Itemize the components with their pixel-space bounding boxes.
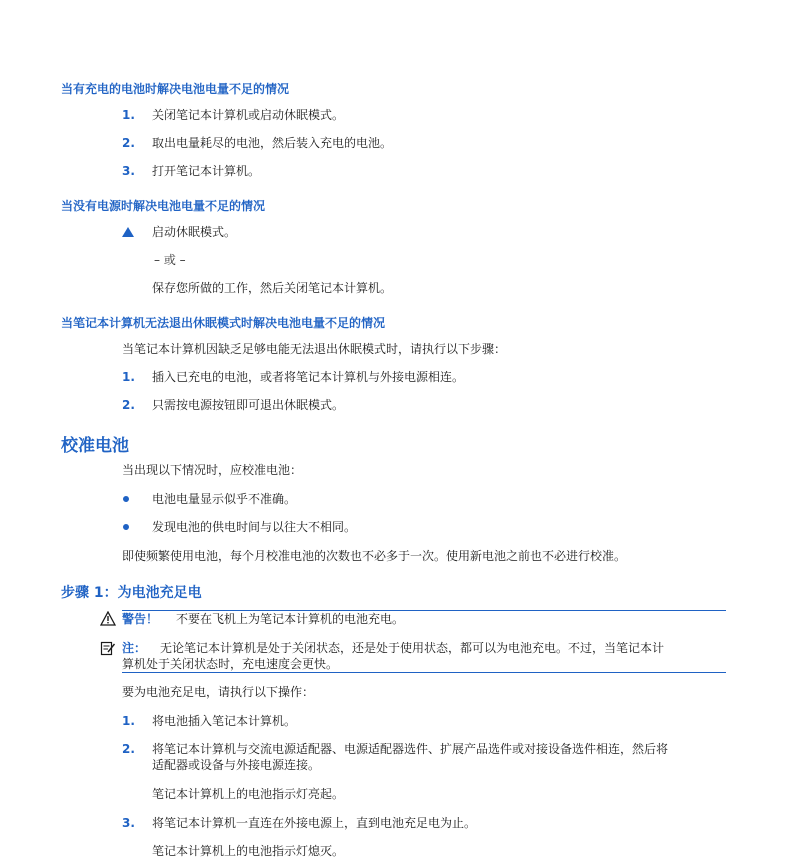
document-page: 当有充电的电池时解决电池电量不足的情况 1. 关闭笔记本计算机或启动休眠模式。 2. 取出电量耗尽的电池，然后装入充电的电池。 3. 打开笔记本计算机。 当没有电源时解决电池电量不足的情况 启动休眠模式。 – 或 – 保存您所做的工作，然后关闭笔记本计算机。 当笔记本计算机无法退出休眠模式时解决电池电量不足的情况 当笔记本计算机因缺乏足够电能无法退出休眠模式时，请执行以下步骤： 1. 插入已充电的电池，或者将笔记本计算机与外接电源相连。 2. 只需按电源按钮即可退出休眠模式。 校准电池 当出现以下情况时，应校准电池： 电池电量显示似乎不准确。 发现电池的供电时间与以往大不相同。 即使频繁使用电池，每个月校准电池的次数也不必多于一次。使用新电池之前也不必进行校准。 步骤 1：为电池充足电 警告！ 不要在飞机上为笔记本计算机的电池充电。 注： 无论笔记本计算机是处于关闭状态，还是处于使用状态，都可以为电池充电。不过，当笔记本计 算机处于关闭状态时，充电速度会更快。 要为电池充足电，请执行以下操作： 1. 将电池插入笔记本计算机。 2. 将笔记本计算机与交流电源适配器、电源适配器选件、扩展产品选件或对接设备选件相连，然后将 适配器或设备与外接电源连接。 笔记本计算机上的电池指示灯亮起。 3. 将笔记本计算机一直连在外接电源上，直到电池充足电为止。 笔记本计算机上的电池指示灯熄灭。	[0, 0, 800, 852]
step-text: 关闭笔记本计算机或启动休眠模式。	[152, 108, 345, 122]
section-heading-low-no-power: 当没有电源时解决电池电量不足的情况	[61, 199, 266, 213]
warning-icon	[100, 611, 116, 630]
warning-text: 不要在飞机上为笔记本计算机的电池充电。	[176, 612, 405, 626]
note-text-line1: 无论笔记本计算机是处于关闭状态，还是处于使用状态，都可以为电池充电。不过，当笔记本计	[160, 641, 665, 655]
bullet-icon	[123, 524, 129, 530]
step-text: 打开笔记本计算机。	[152, 164, 261, 178]
step-title: 步骤 1：为电池充足电	[61, 585, 202, 601]
step-number: 2.	[122, 398, 135, 412]
note-box	[100, 640, 726, 676]
note-text-line2: 算机处于关闭状态时，充电速度会更快。	[122, 657, 339, 671]
warning-label: 警告！	[122, 612, 159, 626]
step-number: 2.	[122, 742, 135, 756]
note-rule	[122, 672, 726, 673]
step-number: 1.	[122, 370, 135, 384]
step-text: 插入已充电的电池，或者将笔记本计算机与外接电源相连。	[152, 370, 465, 384]
step-number: 1.	[122, 714, 135, 728]
step-text-line2: 适配器或设备与外接电源连接。	[152, 758, 321, 772]
intro-text: 当出现以下情况时，应校准电池：	[122, 463, 303, 477]
calibrate-note: 即使频繁使用电池，每个月校准电池的次数也不必多于一次。使用新电池之前也不必进行校准。	[122, 549, 627, 563]
section-heading-low-charged: 当有充电的电池时解决电池电量不足的情况	[61, 82, 290, 96]
step-text-line1: 将笔记本计算机与交流电源适配器、电源适配器选件、扩展产品选件或对接设备选件相连，然后将	[152, 742, 669, 756]
page-title: 校准电池	[61, 436, 129, 456]
section-heading-cannot-exit: 当笔记本计算机无法退出休眠模式时解决电池电量不足的情况	[61, 316, 386, 330]
bullet-text: 电池电量显示似乎不准确。	[152, 492, 297, 506]
note-label: 注：	[122, 641, 147, 655]
step-number: 3.	[122, 164, 135, 178]
step-text: 启动休眠模式。	[152, 225, 237, 239]
warning-rule	[122, 610, 726, 611]
step-text: 将笔记本计算机一直连在外接电源上，直到电池充足电为止。	[152, 816, 477, 830]
step-text: 取出电量耗尽的电池，然后装入充电的电池。	[152, 136, 393, 150]
step-text: 将电池插入笔记本计算机。	[152, 714, 297, 728]
warning-box	[100, 611, 726, 635]
note-icon	[100, 640, 116, 660]
bullet-text: 发现电池的供电时间与以往大不相同。	[152, 520, 357, 534]
step-text: 只需按电源按钮即可退出休眠模式。	[152, 398, 345, 412]
bullet-icon	[123, 496, 129, 502]
note-content	[122, 640, 726, 672]
step-number: 2.	[122, 136, 135, 150]
step-number: 1.	[122, 108, 135, 122]
intro-text: 当笔记本计算机因缺乏足够电能无法退出休眠模式时，请执行以下步骤：	[122, 342, 507, 356]
triangle-bullet-icon	[122, 227, 134, 237]
intro-text: 要为电池充足电，请执行以下操作：	[122, 685, 315, 699]
step-number: 3.	[122, 816, 135, 830]
